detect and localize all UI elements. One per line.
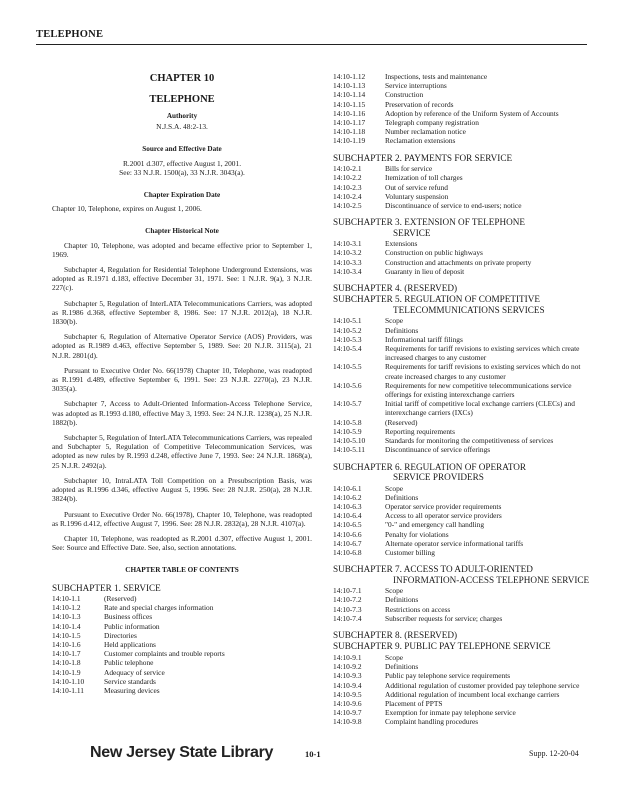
section-number: 14:10-1.14	[333, 90, 366, 100]
toc-entry	[52, 649, 312, 658]
subchapter-heading	[333, 294, 595, 315]
toc-entry	[333, 118, 595, 127]
toc-entry	[333, 81, 595, 90]
source-line: See: 33 N.J.R. 1500(a), 33 N.J.R. 3043(a).	[119, 167, 245, 177]
section-title: Restrictions on access	[385, 604, 451, 614]
section-title: Inspections, tests and maintenance	[385, 72, 488, 81]
toc-entry	[52, 631, 312, 640]
toc-entry	[333, 530, 595, 539]
section-number: 14:10-1.8	[52, 658, 81, 668]
chapter-number: CHAPTER 10	[149, 73, 215, 84]
toc-entry	[333, 605, 595, 614]
section-title: Initial tariff of competitive local exchange carriers (CLECs) and interexchange carriers (IXCs)	[385, 399, 575, 418]
section-title: Scope	[385, 316, 404, 326]
section-title: Informational tariff filings	[385, 334, 463, 344]
toc-entry	[52, 622, 312, 631]
toc-entry	[52, 677, 312, 686]
section-title: Measuring devices	[104, 686, 160, 696]
authority-text: N.J.S.A. 48:2-13.	[156, 122, 208, 132]
section-number: 14:10-5.1	[333, 316, 362, 326]
source-line: R.2001 d.307, effective August 1, 2001.	[122, 158, 242, 168]
toc-entry	[333, 708, 595, 717]
toc-list	[333, 164, 595, 210]
toc-entry	[333, 595, 595, 604]
toc-entry	[333, 192, 595, 201]
section-title: Service standards	[104, 676, 156, 686]
section-number: 14:10-9.3	[333, 671, 362, 681]
section-title: Definitions	[385, 595, 419, 605]
section-title: Public telephone	[104, 658, 154, 668]
section-number: 14:10-5.7	[333, 399, 362, 409]
toc-entry	[333, 267, 595, 276]
subchapter-heading-line: SUBCHAPTER 7. ACCESS TO ADULT-ORIENTED	[333, 564, 533, 575]
section-title: Public information	[104, 621, 160, 631]
subchapter-heading-line: SUBCHAPTER 6. REGULATION OF OPERATOR	[333, 461, 527, 472]
section-title: Preservation of records	[385, 99, 454, 109]
section-title: Scope	[385, 483, 404, 493]
toc-entry	[333, 548, 595, 557]
section-number: 14:10-9.1	[333, 652, 362, 662]
subchapter-heading: SUBCHAPTER 1. SERVICE	[52, 582, 161, 593]
section-number: 14:10-3.2	[333, 248, 362, 258]
section-title: Construction on public highways	[385, 248, 483, 258]
subchapter-heading: SUBCHAPTER 9. PUBLIC PAY TELEPHONE SERVICE	[333, 641, 551, 652]
toc-entry	[333, 418, 595, 427]
toc-entry	[333, 717, 595, 726]
section-title: Reporting requirements	[385, 426, 455, 436]
authority-heading: Authority	[166, 112, 198, 120]
toc-entry	[333, 502, 595, 511]
section-number: 14:10-6.5	[333, 520, 362, 530]
toc-entry	[333, 662, 595, 671]
toc-entry	[333, 653, 595, 662]
toc-entry	[333, 100, 595, 109]
section-number: 14:10-5.8	[333, 417, 362, 427]
toc-entry	[52, 658, 312, 667]
section-number: 14:10-1.10	[52, 676, 85, 686]
toc-entry	[333, 72, 595, 81]
subchapter-heading: SUBCHAPTER 8. (RESERVED)	[333, 629, 458, 640]
section-title: Definitions	[385, 662, 419, 672]
subchapter-heading	[333, 462, 595, 483]
section-title: Out of service refund	[385, 182, 449, 192]
section-title: Definitions	[385, 492, 419, 502]
toc-entry	[333, 344, 595, 362]
section-number: 14:10-2.5	[333, 200, 362, 210]
section-number: 14:10-3.3	[333, 257, 362, 267]
toc-entry	[333, 520, 595, 529]
section-number: 14:10-9.6	[333, 698, 362, 708]
section-number: 14:10-9.7	[333, 708, 362, 718]
expiration-heading: Chapter Expiration Date	[143, 191, 221, 200]
running-header: TELEPHONE	[36, 29, 104, 40]
section-title: Voluntary suspension	[385, 191, 449, 201]
section-number: 14:10-6.2	[333, 492, 362, 502]
section-number: 14:10-2.2	[333, 173, 362, 183]
subchapter-heading-line: SERVICE PROVIDERS	[393, 472, 484, 482]
history-paragraph: Subchapter 5, Regulation of InterLATA Telecommunications Carriers, was repealed and Subchapter 5, Regulation of Competitive Telecommunication Services, was adopted as new rules by R.1993 d.248, effective June 7, 1993. See: 24 N.J.R. 1868(a), 25 N.J.R. 2492(a).	[52, 433, 312, 470]
toc-entry	[333, 436, 595, 445]
section-number: 14:10-9.8	[333, 717, 362, 727]
section-number: 14:10-1.17	[333, 118, 366, 128]
toc-entry	[333, 201, 595, 210]
section-title: (Reserved)	[104, 594, 137, 604]
history-paragraph: Subchapter 5, Regulation of InterLATA Telecommunications Carriers, was adopted as R.1986 d.368, effective September 8, 1986. See: 17 N.J.R. 2012(a), 18 N.J.R. 1830(b).	[52, 298, 312, 327]
subchapter-heading: SUBCHAPTER 4. (RESERVED)	[333, 282, 458, 293]
section-title: Requirements for new competitive telecommunications service offerings for existing interexchange carriers	[385, 380, 572, 400]
section-title: Service interruptions	[385, 81, 447, 91]
section-number: 14:10-9.4	[333, 680, 362, 690]
section-number: 14:10-5.2	[333, 325, 362, 335]
section-number: 14:10-5.4	[333, 344, 362, 354]
section-title: Penalty for violations	[385, 529, 449, 539]
toc-entry	[52, 594, 312, 603]
section-title: Extensions	[385, 239, 418, 249]
section-number: 14:10-1.7	[52, 649, 81, 659]
toc-entry	[333, 335, 595, 344]
section-number: 14:10-1.15	[333, 99, 366, 109]
section-number: 14:10-5.9	[333, 426, 362, 436]
section-title: Operator service provider requirements	[385, 501, 502, 511]
toc-entry	[52, 686, 312, 695]
toc-entry	[333, 539, 595, 548]
section-title: (Reserved)	[385, 417, 418, 427]
section-number: 14:10-6.1	[333, 483, 362, 493]
subchapter-heading: SUBCHAPTER 2. PAYMENTS FOR SERVICE	[333, 152, 513, 163]
library-stamp: New Jersey State Library	[90, 744, 274, 761]
toc-entry	[333, 258, 595, 267]
section-title: Bills for service	[385, 164, 433, 174]
section-title: Additional regulation of incumbent local exchange carriers	[385, 689, 560, 699]
section-number: 14:10-2.3	[333, 182, 362, 192]
section-title: Scope	[385, 652, 404, 662]
subchapter-heading-line: SUBCHAPTER 5. REGULATION OF COMPETITIVE	[333, 294, 540, 305]
history-heading: Chapter Historical Note	[145, 227, 219, 236]
toc-entry	[333, 671, 595, 680]
toc-list	[333, 316, 595, 454]
section-number: 14:10-5.6	[333, 380, 362, 390]
section-title: Requirements for tariff revisions to existing services which create increased charges to any customer	[385, 344, 580, 363]
toc-entry	[333, 681, 595, 690]
subchapter-heading-line: SUBCHAPTER 3. EXTENSION OF TELEPHONE	[333, 217, 526, 228]
section-number: 14:10-6.7	[333, 538, 362, 548]
toc-entry	[333, 239, 595, 248]
section-number: 14:10-6.6	[333, 529, 362, 539]
section-title: Customer complaints and trouble reports	[104, 649, 225, 659]
section-number: 14:10-6.8	[333, 547, 362, 557]
section-number: 14:10-7.4	[333, 613, 362, 623]
section-number: 14:10-1.19	[333, 136, 366, 146]
toc-list	[333, 586, 595, 623]
section-number: 14:10-9.5	[333, 689, 362, 699]
section-number: 14:10-1.11	[52, 686, 84, 696]
section-title: Adoption by reference of the Uniform System of Accounts	[385, 108, 559, 118]
toc-entry	[333, 493, 595, 502]
header-rule	[36, 44, 587, 45]
toc-entry	[333, 614, 595, 623]
toc-entry	[52, 668, 312, 677]
toc-list	[333, 239, 595, 276]
toc-entry	[333, 445, 595, 454]
section-number: 14:10-1.3	[52, 612, 81, 622]
chapter-name: TELEPHONE	[149, 94, 215, 105]
section-title: Additional regulation of customer provided pay telephone service	[385, 680, 580, 690]
right-column	[333, 72, 595, 727]
toc-entry	[52, 603, 312, 612]
history-paragraph: Subchapter 10, IntraLATA Toll Competition on a Presubscription Basis, was adopted as R.1996 d.346, effective August 5, 1996. See: 28 N.J.R. 250(a), 28 N.J.R. 3824(b).	[52, 475, 312, 504]
source-heading: Source and Effective Date	[142, 145, 222, 154]
toc-list	[333, 653, 595, 727]
section-number: 14:10-1.18	[333, 127, 366, 137]
section-title: Guaranty in lieu of deposit	[385, 266, 465, 276]
section-number: 14:10-1.4	[52, 621, 81, 631]
section-number: 14:10-1.1	[52, 594, 81, 604]
toc-entry	[333, 586, 595, 595]
section-title: "0-" and emergency call handling	[385, 520, 485, 530]
section-title: Definitions	[385, 325, 419, 335]
section-title: Construction	[385, 90, 424, 100]
section-number: 14:10-6.3	[333, 501, 362, 511]
section-number: 14:10-5.10	[333, 436, 366, 446]
section-title: Public pay telephone service requirements	[385, 671, 511, 681]
section-title: Customer billing	[385, 547, 435, 557]
section-title: Number reclamation notice	[385, 127, 466, 137]
section-number: 14:10-7.2	[333, 595, 362, 605]
section-title: Held applications	[104, 640, 156, 650]
toc-entry	[333, 362, 595, 380]
toc-entry	[333, 399, 595, 417]
section-title: Discontinuance of service to end-users; notice	[385, 200, 522, 210]
page-number: 10-1	[305, 749, 321, 759]
toc-entry	[333, 164, 595, 173]
toc-entry	[333, 381, 595, 399]
toc-entry	[333, 690, 595, 699]
section-number: 14:10-1.13	[333, 81, 366, 91]
section-number: 14:10-2.4	[333, 191, 362, 201]
expiration-text: Chapter 10, Telephone, expires on August 1, 2006.	[52, 204, 202, 214]
section-title: Exemption for inmate pay telephone service	[385, 708, 516, 718]
history-paragraph: Subchapter 6, Regulation of Alternative Operator Service (AOS) Providers, was adopted as R.1989 d.463, effective September 5, 1989. See: 20 N.J.R. 3115(a), 21 N.J.R. 2801(d).	[52, 332, 312, 360]
section-number: 14:10-3.1	[333, 239, 362, 249]
history-paragraph: Subchapter 7, Access to Adult-Oriented Information-Access Telephone Service, was adopted as R.1993 d.180, effective May 3, 1993. See: 24 N.J.R. 1238(a), 25 N.J.R. 1882(b).	[52, 399, 312, 427]
section-title: Telegraph company registration	[385, 118, 479, 128]
section-title: Standards for monitoring the competitiveness of services	[385, 436, 554, 446]
history-paragraph: Pursuant to Executive Order No. 66(1978), Chapter 10, Telephone, was readopted as R.1996 d.412, effective August 7, 1996. See: 28 N.J.R. 2832(a), 28 N.J.R. 4107(a).	[52, 509, 312, 528]
toc-entry	[333, 316, 595, 325]
section-number: 14:10-5.11	[333, 445, 365, 455]
section-number: 14:10-7.3	[333, 604, 362, 614]
history-paragraph: Pursuant to Executive Order No. 66(1978) Chapter 10, Telephone, was readopted as R.1991 d.489, effective September 6, 1991. See: 23 N.J.R. 2270(a), 23 N.J.R. 3035(a).	[52, 365, 312, 394]
subchapter-heading-line: TELECOMMUNICATIONS SERVICES	[393, 304, 545, 315]
section-number: 14:10-1.16	[333, 108, 366, 118]
section-number: 14:10-5.3	[333, 334, 362, 344]
section-title: Subscriber requests for service; charges	[385, 613, 503, 623]
section-number: 14:10-1.9	[52, 667, 81, 677]
section-number: 14:10-2.1	[333, 164, 362, 174]
toc-heading: CHAPTER TABLE OF CONTENTS	[125, 566, 239, 575]
toc-entry	[333, 248, 595, 257]
section-number: 14:10-1.12	[333, 72, 366, 81]
section-title: Access to all operator service providers	[385, 511, 502, 521]
toc-list	[333, 72, 595, 146]
toc-entry	[333, 326, 595, 335]
section-number: 14:10-7.1	[333, 586, 362, 596]
toc-entry	[333, 127, 595, 136]
section-title: Placement of PPTS	[385, 698, 443, 708]
toc-entry	[333, 511, 595, 520]
toc-entry	[52, 612, 312, 621]
toc-entry	[333, 699, 595, 708]
section-title: Complaint handling procedures	[385, 717, 479, 727]
section-title: Discontinuance of service offerings	[385, 445, 491, 455]
section-title: Reclamation extensions	[385, 136, 456, 146]
section-title: Alternate operator service informational tariffs	[385, 538, 524, 548]
toc-entry	[333, 136, 595, 145]
history-paragraph: Chapter 10, Telephone, was readopted as R.2001 d.307, effective August 1, 2001. See: Source and Effective Date. See, also, section annotations.	[52, 533, 312, 553]
section-title: Scope	[385, 586, 404, 596]
subchapter-heading-line: SERVICE	[393, 227, 431, 238]
section-number: 14:10-1.2	[52, 603, 81, 613]
subchapter-heading	[333, 564, 595, 585]
toc-list	[333, 484, 595, 558]
section-title: Rate and special charges information	[104, 603, 214, 613]
section-number: 14:10-9.2	[333, 662, 362, 672]
toc-entry	[333, 90, 595, 99]
section-number: 14:10-5.5	[333, 362, 362, 372]
toc-entry	[333, 484, 595, 493]
toc-entry	[52, 640, 312, 649]
toc-entry	[333, 109, 595, 118]
section-title: Business offices	[104, 612, 153, 622]
section-number: 14:10-1.5	[52, 630, 81, 640]
subchapter-heading-line: INFORMATION-ACCESS TELEPHONE SERVICE	[393, 574, 590, 585]
section-title: Construction and attachments on private property	[385, 257, 532, 267]
history-paragraph: Subchapter 4, Regulation for Residential Telephone Underground Extensions, was adopted as R.1971 d.183, effective December 31, 1971. See: 1 N.J.R. 9(a), 3 N.J.R. 227(c).	[52, 265, 312, 293]
toc-entry	[333, 183, 595, 192]
toc-entry	[333, 173, 595, 182]
section-title: Itemization of toll charges	[385, 173, 463, 183]
left-column	[52, 72, 312, 695]
toc-list	[52, 594, 312, 695]
section-number: 14:10-1.6	[52, 640, 81, 650]
section-title: Adequacy of service	[104, 667, 165, 677]
supplement-date: Supp. 12-20-04	[529, 749, 579, 758]
toc-entry	[333, 427, 595, 436]
section-number: 14:10-3.4	[333, 266, 362, 276]
section-title: Requirements for tariff revisions to existing services which do not create increased charges to any customer	[385, 362, 581, 381]
section-title: Directories	[104, 630, 137, 640]
section-number: 14:10-6.4	[333, 511, 362, 521]
subchapter-heading	[333, 217, 595, 238]
history-paragraph: Chapter 10, Telephone, was adopted and became effective prior to September 1, 1969.	[52, 240, 312, 259]
